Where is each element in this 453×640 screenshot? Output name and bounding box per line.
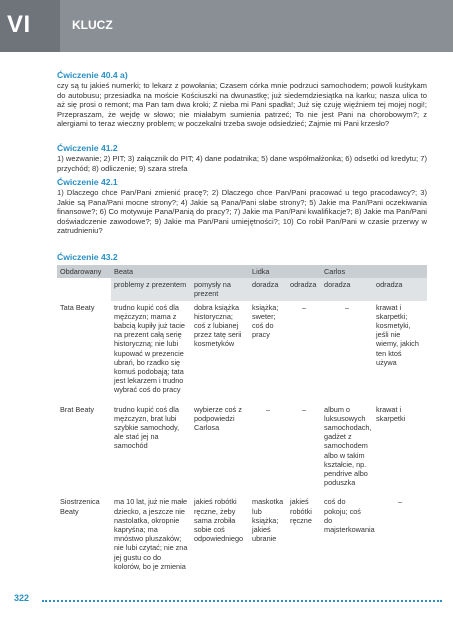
- column-subheader: odradza: [287, 278, 321, 300]
- exercise-43-2: [57, 252, 427, 573]
- table-cell: trudno kupić coś dla mężczyzn; mama z babcią kupiły już tacie na prezent całą serię historyczną; nie lubi kupować w prezencie ubrań, bo rzadko się komuś podobają; tata jest lekarzem i trudno wybrać coś do pracy: [114, 302, 185, 395]
- table-cell: trudno kupić coś dla mężczyzn, brat lubi szybkie samochody, ale stać jej na samochód: [111, 400, 191, 493]
- table-cell: krawat i skarpetki: [373, 400, 427, 493]
- exercise-heading: Ćwiczenie 40.4 a): [57, 70, 128, 80]
- column-subheader: problemy z prezentem: [111, 278, 191, 300]
- page-number: 322: [14, 593, 30, 603]
- table-cell: wybierze coś z podpowiedzi Carlosa: [191, 400, 249, 493]
- table-cell: –: [345, 302, 350, 312]
- dotted-rule: [42, 600, 442, 602]
- exercise-heading: Ćwiczenie 41.2: [57, 143, 118, 153]
- table-cell: książka; sweter; coś do pracy: [252, 302, 279, 340]
- row-label: Siostrzenica Beaty: [57, 492, 111, 573]
- exercise-heading: Ćwiczenie 42.1: [57, 177, 118, 187]
- table-row: [57, 492, 427, 573]
- empty-cell: [57, 278, 111, 300]
- row-label: Tata Beaty: [60, 302, 95, 312]
- row-label: Brat Beaty: [57, 400, 111, 493]
- table-cell: maskotka lub książka; jakieś ubranie: [249, 492, 287, 573]
- exercise-40-4: [57, 70, 427, 129]
- table-cell: krawat i skarpetki; kosmetyki, jeśli nie wiemy, jakich ten ktoś używa: [376, 302, 419, 367]
- exercise-42-1: [57, 177, 427, 236]
- column-subheader: odradza: [373, 278, 427, 300]
- section-number: VI: [7, 11, 31, 38]
- table-cell: album o luksusowych samochodach, gadżet z samochodem albo w takim kształcie, np. pendrive albo poduszka: [321, 400, 373, 493]
- exercise-heading: Ćwiczenie 43.2: [57, 252, 118, 262]
- exercise-answer-text: 1) wezwanie; 2) PIT; 3) załącznik do PIT; 4) dane podatnika; 5) dane współmałżonka; 6) odsetki od kredytu; 7) przychód; 8) odliczenie; 9) szara strefa: [57, 154, 427, 173]
- table-cell: –: [249, 400, 287, 493]
- header-band: [0, 0, 453, 52]
- table-cell: jakieś robótki ręczne: [287, 492, 321, 573]
- table-header-row: [57, 265, 427, 278]
- exercise-answer-text: czy są tu jakieś numerki; to lekarz z powołania; Czasem córka mnie podrzuci samochodem; powoli kuśtykam do autobusu; przesiadka na moście Kościuszki na dwunastkę; już siedemdziesiątka na karku; nasza ulica to aż się prosi o remont; ma Pan tam dwa kroki; Z nieba mi Pani spadła!; Już się czuję więźniem tej mojej nogi!; Przepraszam, że wejdę w słowo; nie miałabym sumienia patrzeć; To nie jest Pani na chorobowym?; z alergiami to teraz wieczny problem; w poczekalni trzeba swoje odsiedzieć; Zajmie mi Pani krzesło?: [57, 81, 427, 129]
- column-subheader: doradza: [249, 278, 287, 300]
- exercise-41-2: [57, 143, 427, 173]
- table-cell: dobra książka historyczna; coś z lubianej przez tatę serii kosmetyków: [194, 302, 242, 349]
- table-cell: –: [301, 302, 307, 312]
- table-row: [57, 301, 427, 400]
- column-subheader: pomysły na prezent: [191, 278, 249, 300]
- table-cell: –: [287, 400, 321, 493]
- section-title: KLUCZ: [72, 18, 113, 32]
- table-subheader-row: [57, 278, 427, 300]
- column-header: Beata: [111, 265, 249, 278]
- table-cell: jakieś robótki ręczne, żeby sama zrobiła sobie coś odpowiedniego: [191, 492, 249, 573]
- table-row: [57, 400, 427, 493]
- answer-table: [57, 265, 427, 573]
- column-header: Obdarowany: [57, 265, 111, 278]
- column-subheader: doradza: [321, 278, 373, 300]
- column-header: Carlos: [321, 265, 427, 278]
- column-header: Lidka: [249, 265, 321, 278]
- table-cell: ma 10 lat, już nie małe dziecko, a jeszcze nie nastolatka, okropnie kapryśna; ma mnóstwo pluszaków; nie lubi czytać; nie zna jej gustu co do kolorów, bo je zmienia: [111, 492, 191, 573]
- table-cell: coś do pokoju; coś do majsterkowania: [321, 492, 373, 573]
- table-cell: –: [373, 492, 427, 573]
- exercise-answer-text: 1) Dlaczego chce Pan/Pani zmienić pracę?; 2) Dlaczego chce Pan/Pani pracować u tego pracodawcy?; 3) Jakie są Pana/Pani mocne strony?; 4) Jakie są Pana/Pani słabe strony?; 5) Jakie ma Pan/Pani oczekiwania finansowe?; 6) Co motywuje Pana/Panią do pracy?; 7) Jakie ma Pan/Pani kwalifikacje?; 8) Jakie ma Pan/Pani doświadczenie zawodowe?; 9) Jakie ma Pan/Pani umiejętności?; 10) Co robił Pan/Pani w czasie przerwy w zatrudnieniu?: [57, 188, 427, 236]
